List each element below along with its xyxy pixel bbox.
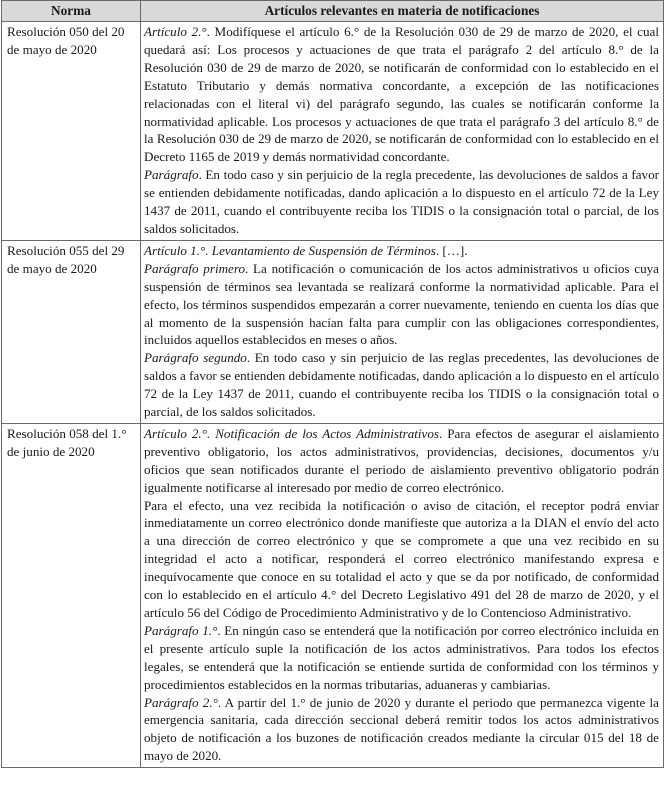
table-row: [2, 423, 664, 767]
notifications-table: [1, 0, 664, 768]
table-header-row: [2, 1, 664, 22]
norma-cell: Resolución 058 del 1.° de junio de 2020: [2, 423, 141, 767]
table-row: [2, 240, 664, 423]
paragraph-lead: Artículo 1.°. Levantamiento de Suspensión de Términos: [144, 242, 436, 258]
paragraph-lead: Parágrafo primero: [144, 260, 246, 276]
header-articulos: Artículos relevantes en materia de notificaciones: [141, 1, 664, 22]
paragraph-lead: Parágrafo 2.°: [144, 694, 218, 710]
article-paragraph: [144, 425, 659, 497]
table-row: [2, 22, 664, 241]
paragraph-lead: Parágrafo segundo: [144, 350, 247, 366]
article-paragraph: [144, 622, 659, 694]
paragraph-lead: Parágrafo 1.°: [144, 622, 218, 638]
paragraph-text: . En todo caso y sin perjuicio de las reglas precedentes, las devoluciones de saldos a favor se entienden debidamente notificadas, dando aplicación a lo dispuesto en el artículo 72 de la Ley 1437 de 2011, cuando el contribuyente reciba los TIDIS o la consignación total o parcial, de los saldos solicitados.: [144, 350, 659, 420]
paragraph-text: . En todo caso y sin perjuicio de la regla precedente, las devoluciones de saldos a favor se entienden debidamente notificadas, dando aplicación a lo dispuesto en el artículo 72 de la Ley 1437 de 2011, cuando el contribuyente reciba los TIDIS o la consignación total o parcial, de los saldos solicitados.: [144, 167, 659, 236]
articles-cell: [141, 22, 664, 241]
article-paragraph: [144, 166, 659, 238]
norma-cell: Resolución 055 del 29 de mayo de 2020: [2, 240, 141, 423]
header-norma: Norma: [2, 1, 141, 22]
article-paragraph: [144, 242, 659, 260]
paragraph-lead: Parágrafo: [144, 167, 199, 183]
article-paragraph: [144, 23, 659, 166]
paragraph-text: Para el efecto, una vez recibida la notificación o aviso de citación, el receptor podrá enviar inmediatamente un correo electrónico donde manifieste que autoriza a la DIAN el envío del acto a una dirección de correo electrónico y que se compromete a que una vez recibido en su integridad el acto a notificar, responderá el correo electrónico manifestando expresa e inequívocamente que conoce en su totalidad el acto y que se da por notificado, de conformidad con lo establecido en el artículo 4.° del Decreto Legislativo 491 del 28 de marzo de 2020, y el artículo 56 del Código de Procedimiento Administrativo y de lo Contencioso Administrativo.: [144, 497, 659, 620]
paragraph-lead: Artículo 2.°. Notificación de los Actos Administrativos: [144, 425, 440, 441]
articles-cell: [141, 240, 664, 423]
article-paragraph: [144, 694, 659, 766]
paragraph-text: . En ningún caso se entenderá que la notificación por correo electrónico incluida en el presente artículo suple la notificación de los actos administrativos. Para todos los efectos legales, se entenderá que la notificación se entiende surtida de conformidad con los términos y procedimientos establecidos en la normas tributarias, aduaneras y cambiarias.: [144, 622, 659, 692]
article-paragraph: [144, 349, 659, 421]
article-paragraph: [144, 260, 659, 350]
paragraph-text: . Para efectos de asegurar el aislamiento preventivo obligatorio, los actos administrativos, providencias, decisiones, documentos y/u oficios que sean notificados durante el periodo de aislamiento preventivo obligatorio podrán igualmente notificarse al interesado por medio de correo electrónico.: [144, 425, 659, 495]
paragraph-text: . Modifíquese el artículo 6.° de la Resolución 030 de 29 de marzo de 2020, el cual quedará así: Los procesos y actuaciones de que trata el parágrafo 2 del artículo 8.° de la Resolución 030 de 29 de marzo de 2020, se notificarán de conformidad con lo establecido en el Estatuto Tributario y demás normativa concordante, a excepción de las notificaciones relacionadas con el literal vi) del parágrafo segundo, las cuales se notificarán conforme la normatividad aplicable. Los procesos y actuaciones de que trata el parágrafo 3 del artículo 8.° de la Resolución 030 de 29 de marzo de 2020, se notificarán de conformidad con lo establecido en el Decreto 1165 de 2019 y demás normatividad concordante.: [144, 24, 659, 165]
paragraph-text: . A partir del 1.° de junio de 2020 y durante el periodo que permanezca vigente la emergencia sanitaria, cada dirección seccional deberá remitir todos los actos administrativos objeto de notificación a los buzones de notificación creados mediante la circular 015 del 18 de mayo de 2020.: [144, 694, 659, 764]
paragraph-lead: Artículo 2.°: [144, 24, 207, 39]
article-paragraph: [144, 497, 659, 622]
norma-cell: Resolución 050 del 20 de mayo de 2020: [2, 22, 141, 241]
paragraph-text: . […].: [435, 242, 468, 258]
paragraph-text: . La notificación o comunicación de los actos administrativos u oficios cuya suspensión de términos sea levantada se realizará conforme la normatividad aplicable. Para el efecto, los términos suspendidos empezarán a correr nuevamente, teniendo en cuenta los días que al momento de la suspensión hacían falta para cumplir con las obligaciones correspondientes, incluidos aquellos establecidos en meses o años.: [144, 260, 659, 348]
articles-cell: [141, 423, 664, 767]
